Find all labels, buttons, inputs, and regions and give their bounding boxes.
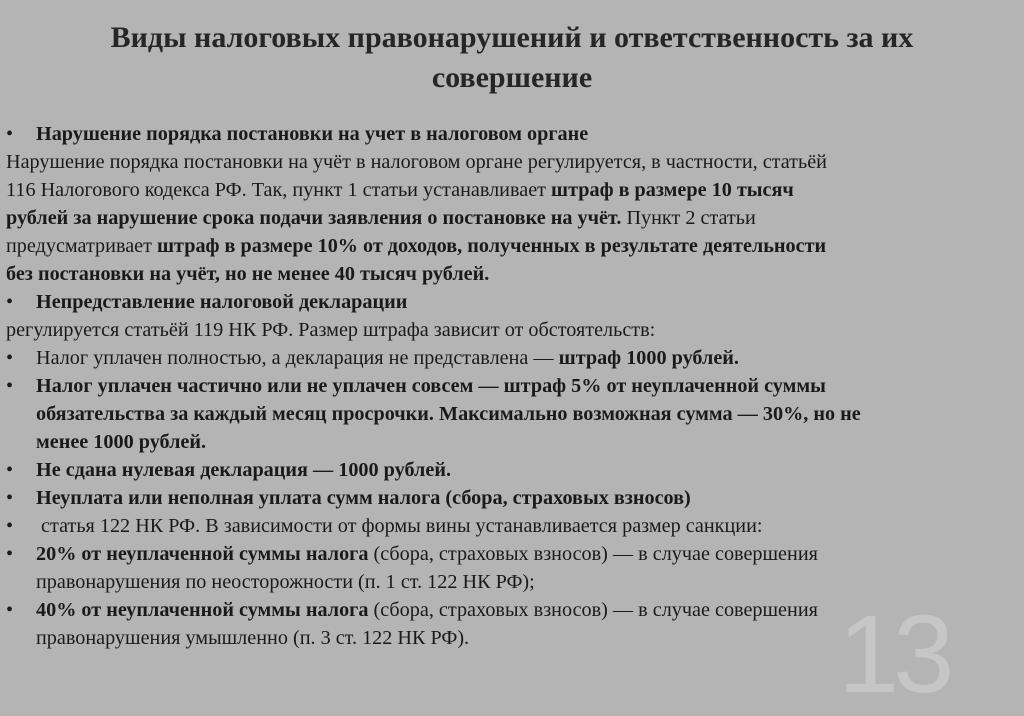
bold-span: штраф в размере 10 тысяч <box>551 179 794 201</box>
bullet-continuation <box>6 428 1011 456</box>
paragraph-line: Нарушение порядка постановки на учёт в налоговом органе регулируется, в частности, статьёй <box>6 151 827 173</box>
section-heading: Непредставление налоговой декларации <box>36 291 408 313</box>
text-span: 116 Налогового кодекса РФ. Так, пункт 1 статьи устанавливает <box>6 179 552 201</box>
text-span: (сбора, страховых взносов) — в случае совершения <box>368 599 818 621</box>
bullet-item <box>6 344 1011 372</box>
bullet-marker: • <box>6 375 14 397</box>
bold-span: Налог уплачен частично или не уплачен совсем — штраф 5% от неуплаченной суммы <box>36 375 826 397</box>
slide-title <box>0 18 1024 98</box>
bullet-marker: • <box>6 515 14 537</box>
paragraph-line <box>6 260 1011 288</box>
text-span: (сбора, страховых взносов) — в случае совершения <box>368 543 818 565</box>
slide-body <box>6 120 1011 652</box>
bold-span: обязательства за каждый месяц просрочки. Максимально возможная сумма — 30%, но не <box>36 403 861 425</box>
text-span: правонарушения по неосторожности (п. 1 ст. 122 НК РФ); <box>36 571 535 593</box>
bullet-item <box>6 372 1011 400</box>
bullet-marker: • <box>6 123 14 145</box>
text-span: Пункт 2 статьи <box>621 207 756 229</box>
bullet-item <box>6 484 1011 512</box>
text-span: Налог уплачен полностью, а декларация не представлена — <box>36 347 559 369</box>
bullet-marker: • <box>6 347 14 369</box>
bold-span: рублей за нарушение срока подачи заявления о постановке на учёт. <box>6 207 622 229</box>
bullet-marker: • <box>6 599 14 621</box>
bold-span: менее 1000 рублей. <box>36 431 207 453</box>
slide-page-number: 13 <box>838 593 949 716</box>
bullet-marker: • <box>6 291 14 313</box>
bullet-marker: • <box>6 459 14 481</box>
bold-span: штраф 1000 рублей. <box>558 347 739 369</box>
section-heading: Нарушение порядка постановки на учет в налоговом органе <box>36 123 589 145</box>
slide-title-line-2: совершение <box>431 61 593 94</box>
bullet-continuation <box>6 568 1011 596</box>
bold-span: без постановки на учёт, но не менее 40 тысяч рублей. <box>6 263 490 285</box>
bullet-item <box>6 540 1011 568</box>
bold-span: штраф в размере 10% от доходов, полученных в результате деятельности <box>157 235 827 257</box>
bold-span: Не сдана нулевая декларация — 1000 рублей. <box>36 459 451 481</box>
text-span: правонарушения умышленно (п. 3 ст. 122 НК РФ). <box>36 627 470 649</box>
bullet-item <box>6 120 1011 148</box>
bullet-continuation <box>6 400 1011 428</box>
section-heading: Неуплата или неполная уплата сумм налога (сбора, страховых взносов) <box>36 487 691 509</box>
bullet-marker: • <box>6 543 14 565</box>
bullet-item <box>6 512 1011 540</box>
bold-span: 40% от неуплаченной суммы налога <box>36 599 369 621</box>
paragraph-line <box>6 204 1011 232</box>
paragraph-line: регулируется статьёй 119 НК РФ. Размер штрафа зависит от обстоятельств: <box>6 319 656 341</box>
text-span: статья 122 НК РФ. В зависимости от формы вины устанавливается размер санкции: <box>36 515 763 537</box>
bold-span: 20% от неуплаченной суммы налога <box>36 543 369 565</box>
bullet-marker: • <box>6 487 14 509</box>
bullet-item <box>6 288 1011 316</box>
text-span: предусматривает <box>6 235 158 257</box>
paragraph-line <box>6 176 1011 204</box>
slide-title-line-1: Виды налоговых правонарушений и ответственность за их <box>110 21 914 54</box>
paragraph-line <box>6 232 1011 260</box>
bullet-item <box>6 456 1011 484</box>
